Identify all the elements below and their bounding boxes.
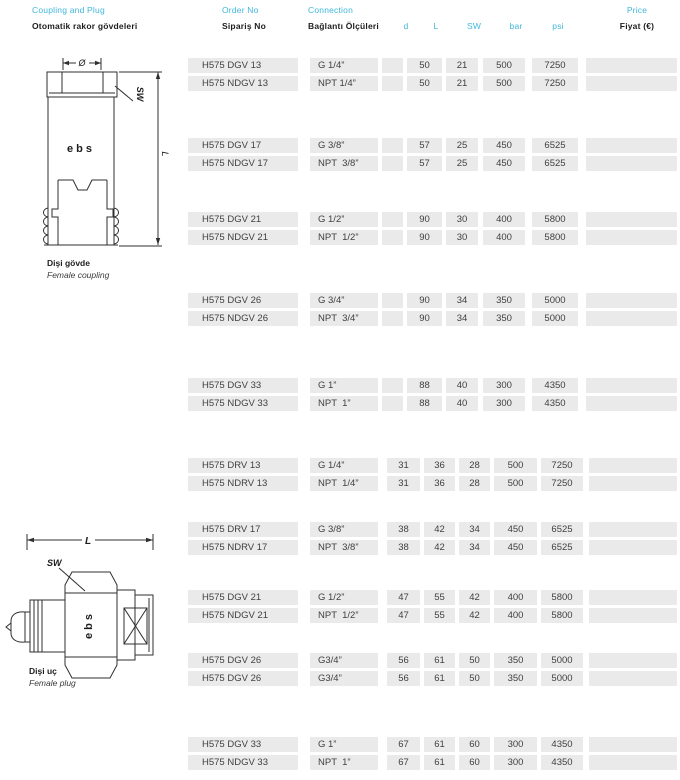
- connection-cell: G 3/8”: [310, 522, 378, 537]
- dim-d-cell: 31: [387, 476, 420, 491]
- price-cell: [589, 653, 677, 668]
- dim-l-cell: 61: [424, 737, 455, 752]
- table-row: [0, 540, 680, 555]
- pressure-bar-cell: 300: [483, 378, 525, 393]
- table-row: [0, 458, 680, 473]
- dim-label-l: L: [159, 151, 170, 157]
- pressure-psi-cell: 6525: [532, 138, 578, 153]
- dim-l-cell: 90: [407, 230, 442, 245]
- pressure-psi-cell: 5000: [541, 653, 583, 668]
- dim-sw-cell: 40: [446, 378, 478, 393]
- order-no-cell: H575 DGV 33: [188, 378, 298, 393]
- col-header-psi: psi: [552, 21, 564, 31]
- price-cell: [586, 378, 677, 393]
- order-no-cell: H575 DGV 13: [188, 58, 298, 73]
- pressure-psi-cell: 4350: [541, 755, 583, 770]
- order-no-cell: H575 DGV 21: [188, 212, 298, 227]
- dim-label-sw: SW: [135, 86, 145, 102]
- order-no-cell: H575 DGV 26: [188, 653, 298, 668]
- price-cell: [589, 522, 677, 537]
- dim-label-sw: SW: [47, 558, 62, 568]
- pressure-psi-cell: 7250: [541, 476, 583, 491]
- price-cell: [589, 476, 677, 491]
- dim-sw-cell: 42: [459, 590, 490, 605]
- col-header-d: d: [403, 21, 409, 31]
- order-no-cell: H575 DRV 17: [188, 522, 298, 537]
- col-header-connection-en: Connection: [308, 5, 354, 15]
- plug-caption-en: Female plug: [29, 678, 76, 688]
- dim-l-cell: 42: [424, 522, 455, 537]
- dim-d-cell: [382, 138, 403, 153]
- price-cell: [589, 540, 677, 555]
- col-header-order-tr: Sipariş No: [222, 21, 267, 31]
- dim-d-cell: [382, 230, 403, 245]
- pressure-bar-cell: 350: [494, 653, 537, 668]
- pressure-bar-cell: 350: [494, 671, 537, 686]
- pressure-bar-cell: 400: [494, 608, 537, 623]
- dim-d-cell: [382, 76, 403, 91]
- price-cell: [586, 230, 677, 245]
- col-header-order-en: Order No: [222, 5, 259, 15]
- dim-l-cell: 88: [407, 378, 442, 393]
- dim-sw-cell: 25: [446, 138, 478, 153]
- dim-d-cell: 38: [387, 522, 420, 537]
- dim-sw-cell: 60: [459, 755, 490, 770]
- table-row: [0, 156, 680, 171]
- price-cell: [586, 138, 677, 153]
- pressure-bar-cell: 350: [483, 293, 525, 308]
- dim-sw-cell: 60: [459, 737, 490, 752]
- pressure-psi-cell: 6525: [541, 540, 583, 555]
- order-no-cell: H575 DGV 33: [188, 737, 298, 752]
- dim-d-cell: [382, 378, 403, 393]
- price-cell: [586, 58, 677, 73]
- price-cell: [589, 737, 677, 752]
- order-no-cell: H575 DRV 13: [188, 458, 298, 473]
- pressure-bar-cell: 400: [483, 230, 525, 245]
- pressure-psi-cell: 5800: [541, 590, 583, 605]
- pressure-psi-cell: 4350: [541, 737, 583, 752]
- col-header-sw: SW: [466, 21, 482, 31]
- connection-cell: NPT 3/8”: [310, 156, 378, 171]
- connection-cell: G 1”: [310, 737, 378, 752]
- dim-d-cell: 67: [387, 737, 420, 752]
- dim-l-cell: 55: [424, 590, 455, 605]
- price-cell: [586, 311, 677, 326]
- dim-sw-cell: 28: [459, 476, 490, 491]
- connection-cell: NPT 3/4”: [310, 311, 378, 326]
- pressure-bar-cell: 500: [483, 76, 525, 91]
- page-title-en: Coupling and Plug: [32, 5, 105, 15]
- table-row: [0, 653, 680, 668]
- connection-cell: G 1/2”: [310, 212, 378, 227]
- pressure-bar-cell: 450: [483, 138, 525, 153]
- pressure-bar-cell: 500: [494, 458, 537, 473]
- pressure-psi-cell: 7250: [532, 76, 578, 91]
- pressure-bar-cell: 450: [494, 540, 537, 555]
- dim-sw-cell: 25: [446, 156, 478, 171]
- col-header-price-en: Price: [626, 5, 648, 15]
- brand-text: ebs: [83, 611, 95, 639]
- pressure-bar-cell: 450: [494, 522, 537, 537]
- dim-sw-cell: 50: [459, 671, 490, 686]
- dim-label-diameter: Ø: [78, 58, 86, 68]
- price-cell: [589, 458, 677, 473]
- pressure-psi-cell: 5000: [541, 671, 583, 686]
- dim-l-cell: 88: [407, 396, 442, 411]
- connection-cell: NPT 3/8”: [310, 540, 378, 555]
- dim-l-cell: 42: [424, 540, 455, 555]
- dim-sw-cell: 42: [459, 608, 490, 623]
- order-no-cell: H575 NDRV 17: [188, 540, 298, 555]
- pressure-bar-cell: 500: [494, 476, 537, 491]
- pressure-psi-cell: 6525: [532, 156, 578, 171]
- table-row: [0, 476, 680, 491]
- price-cell: [589, 755, 677, 770]
- plug-caption-tr: Dişi uç: [29, 666, 57, 676]
- col-header-bar: bar: [509, 21, 523, 31]
- dim-l-cell: 55: [424, 608, 455, 623]
- table-row: [0, 212, 680, 227]
- order-no-cell: H575 NDGV 26: [188, 311, 298, 326]
- dim-l-cell: 90: [407, 293, 442, 308]
- pressure-psi-cell: 4350: [532, 378, 578, 393]
- pressure-bar-cell: 300: [494, 755, 537, 770]
- dim-l-cell: 50: [407, 76, 442, 91]
- table-row: [0, 293, 680, 308]
- col-header-l: L: [433, 21, 439, 31]
- table-row: [0, 58, 680, 73]
- connection-cell: NPT 1/4”: [310, 76, 378, 91]
- pressure-psi-cell: 4350: [532, 396, 578, 411]
- price-cell: [586, 76, 677, 91]
- pressure-psi-cell: 5800: [532, 212, 578, 227]
- dim-d-cell: [382, 58, 403, 73]
- dim-sw-cell: 50: [459, 653, 490, 668]
- table-row: [0, 590, 680, 605]
- dim-d-cell: 67: [387, 755, 420, 770]
- order-no-cell: H575 NDGV 21: [188, 608, 298, 623]
- dim-sw-cell: 34: [459, 522, 490, 537]
- price-cell: [586, 156, 677, 171]
- order-no-cell: H575 DGV 21: [188, 590, 298, 605]
- order-no-cell: H575 NDGV 33: [188, 755, 298, 770]
- dim-d-cell: 31: [387, 458, 420, 473]
- order-no-cell: H575 NDRV 13: [188, 476, 298, 491]
- dim-l-cell: 57: [407, 138, 442, 153]
- connection-cell: NPT 1/2”: [310, 230, 378, 245]
- dim-label-l: L: [84, 536, 92, 547]
- table-row: [0, 608, 680, 623]
- dim-d-cell: [382, 396, 403, 411]
- pressure-psi-cell: 5800: [532, 230, 578, 245]
- connection-cell: G3/4”: [310, 653, 378, 668]
- price-cell: [589, 671, 677, 686]
- dim-d-cell: 47: [387, 590, 420, 605]
- brand-text: ebs: [67, 143, 95, 155]
- table-row: [0, 737, 680, 752]
- connection-cell: NPT 1/4”: [310, 476, 378, 491]
- pressure-bar-cell: 500: [483, 58, 525, 73]
- dim-sw-cell: 21: [446, 58, 478, 73]
- price-cell: [589, 608, 677, 623]
- pressure-bar-cell: 300: [483, 396, 525, 411]
- order-no-cell: H575 DGV 17: [188, 138, 298, 153]
- dim-d-cell: 56: [387, 653, 420, 668]
- pressure-psi-cell: 5000: [532, 293, 578, 308]
- table-row: [0, 311, 680, 326]
- connection-cell: G 1”: [310, 378, 378, 393]
- order-no-cell: H575 DGV 26: [188, 293, 298, 308]
- dim-sw-cell: 21: [446, 76, 478, 91]
- order-no-cell: H575 NDGV 21: [188, 230, 298, 245]
- connection-cell: G3/4”: [310, 671, 378, 686]
- connection-cell: G 3/8”: [310, 138, 378, 153]
- dim-l-cell: 36: [424, 476, 455, 491]
- pressure-bar-cell: 450: [483, 156, 525, 171]
- dim-l-cell: 61: [424, 671, 455, 686]
- dim-sw-cell: 34: [446, 293, 478, 308]
- dim-d-cell: [382, 212, 403, 227]
- pressure-bar-cell: 300: [494, 737, 537, 752]
- connection-cell: G 1/2”: [310, 590, 378, 605]
- dim-d-cell: [382, 156, 403, 171]
- connection-cell: G 3/4”: [310, 293, 378, 308]
- coupling-caption-tr: Dişi gövde: [47, 258, 90, 268]
- coupling-caption-en: Female coupling: [47, 270, 110, 280]
- connection-cell: G 1/4”: [310, 58, 378, 73]
- table-row: [0, 76, 680, 91]
- price-cell: [586, 212, 677, 227]
- table-row: [0, 396, 680, 411]
- connection-cell: NPT 1”: [310, 396, 378, 411]
- dim-l-cell: 61: [424, 755, 455, 770]
- pressure-psi-cell: 7250: [532, 58, 578, 73]
- dim-sw-cell: 40: [446, 396, 478, 411]
- price-cell: [589, 590, 677, 605]
- price-cell: [586, 396, 677, 411]
- dim-d-cell: 38: [387, 540, 420, 555]
- order-no-cell: H575 NDGV 33: [188, 396, 298, 411]
- dim-sw-cell: 34: [459, 540, 490, 555]
- table-row: [0, 671, 680, 686]
- col-header-connection-tr: Bağlantı Ölçüleri: [308, 21, 379, 31]
- connection-cell: G 1/4”: [310, 458, 378, 473]
- dim-d-cell: 47: [387, 608, 420, 623]
- dim-l-cell: 61: [424, 653, 455, 668]
- pressure-bar-cell: 350: [483, 311, 525, 326]
- dim-l-cell: 36: [424, 458, 455, 473]
- dim-l-cell: 57: [407, 156, 442, 171]
- order-no-cell: H575 DGV 26: [188, 671, 298, 686]
- page-title-tr: Otomatik rakor gövdeleri: [32, 21, 138, 31]
- dim-sw-cell: 30: [446, 212, 478, 227]
- pressure-psi-cell: 6525: [541, 522, 583, 537]
- dim-sw-cell: 34: [446, 311, 478, 326]
- pressure-psi-cell: 5800: [541, 608, 583, 623]
- dim-d-cell: 56: [387, 671, 420, 686]
- dim-l-cell: 50: [407, 58, 442, 73]
- dim-sw-cell: 30: [446, 230, 478, 245]
- table-row: [0, 378, 680, 393]
- table-row: [0, 230, 680, 245]
- price-cell: [586, 293, 677, 308]
- order-no-cell: H575 NDGV 17: [188, 156, 298, 171]
- pressure-bar-cell: 400: [483, 212, 525, 227]
- dim-l-cell: 90: [407, 212, 442, 227]
- dim-d-cell: [382, 293, 403, 308]
- pressure-psi-cell: 7250: [541, 458, 583, 473]
- dim-l-cell: 90: [407, 311, 442, 326]
- dim-sw-cell: 28: [459, 458, 490, 473]
- table-row: [0, 522, 680, 537]
- col-header-price-tr: Fiyat (€): [619, 21, 655, 31]
- connection-cell: NPT 1/2”: [310, 608, 378, 623]
- order-no-cell: H575 NDGV 13: [188, 76, 298, 91]
- pressure-bar-cell: 400: [494, 590, 537, 605]
- pressure-psi-cell: 5000: [532, 311, 578, 326]
- table-row: [0, 138, 680, 153]
- connection-cell: NPT 1”: [310, 755, 378, 770]
- table-row: [0, 755, 680, 770]
- dim-d-cell: [382, 311, 403, 326]
